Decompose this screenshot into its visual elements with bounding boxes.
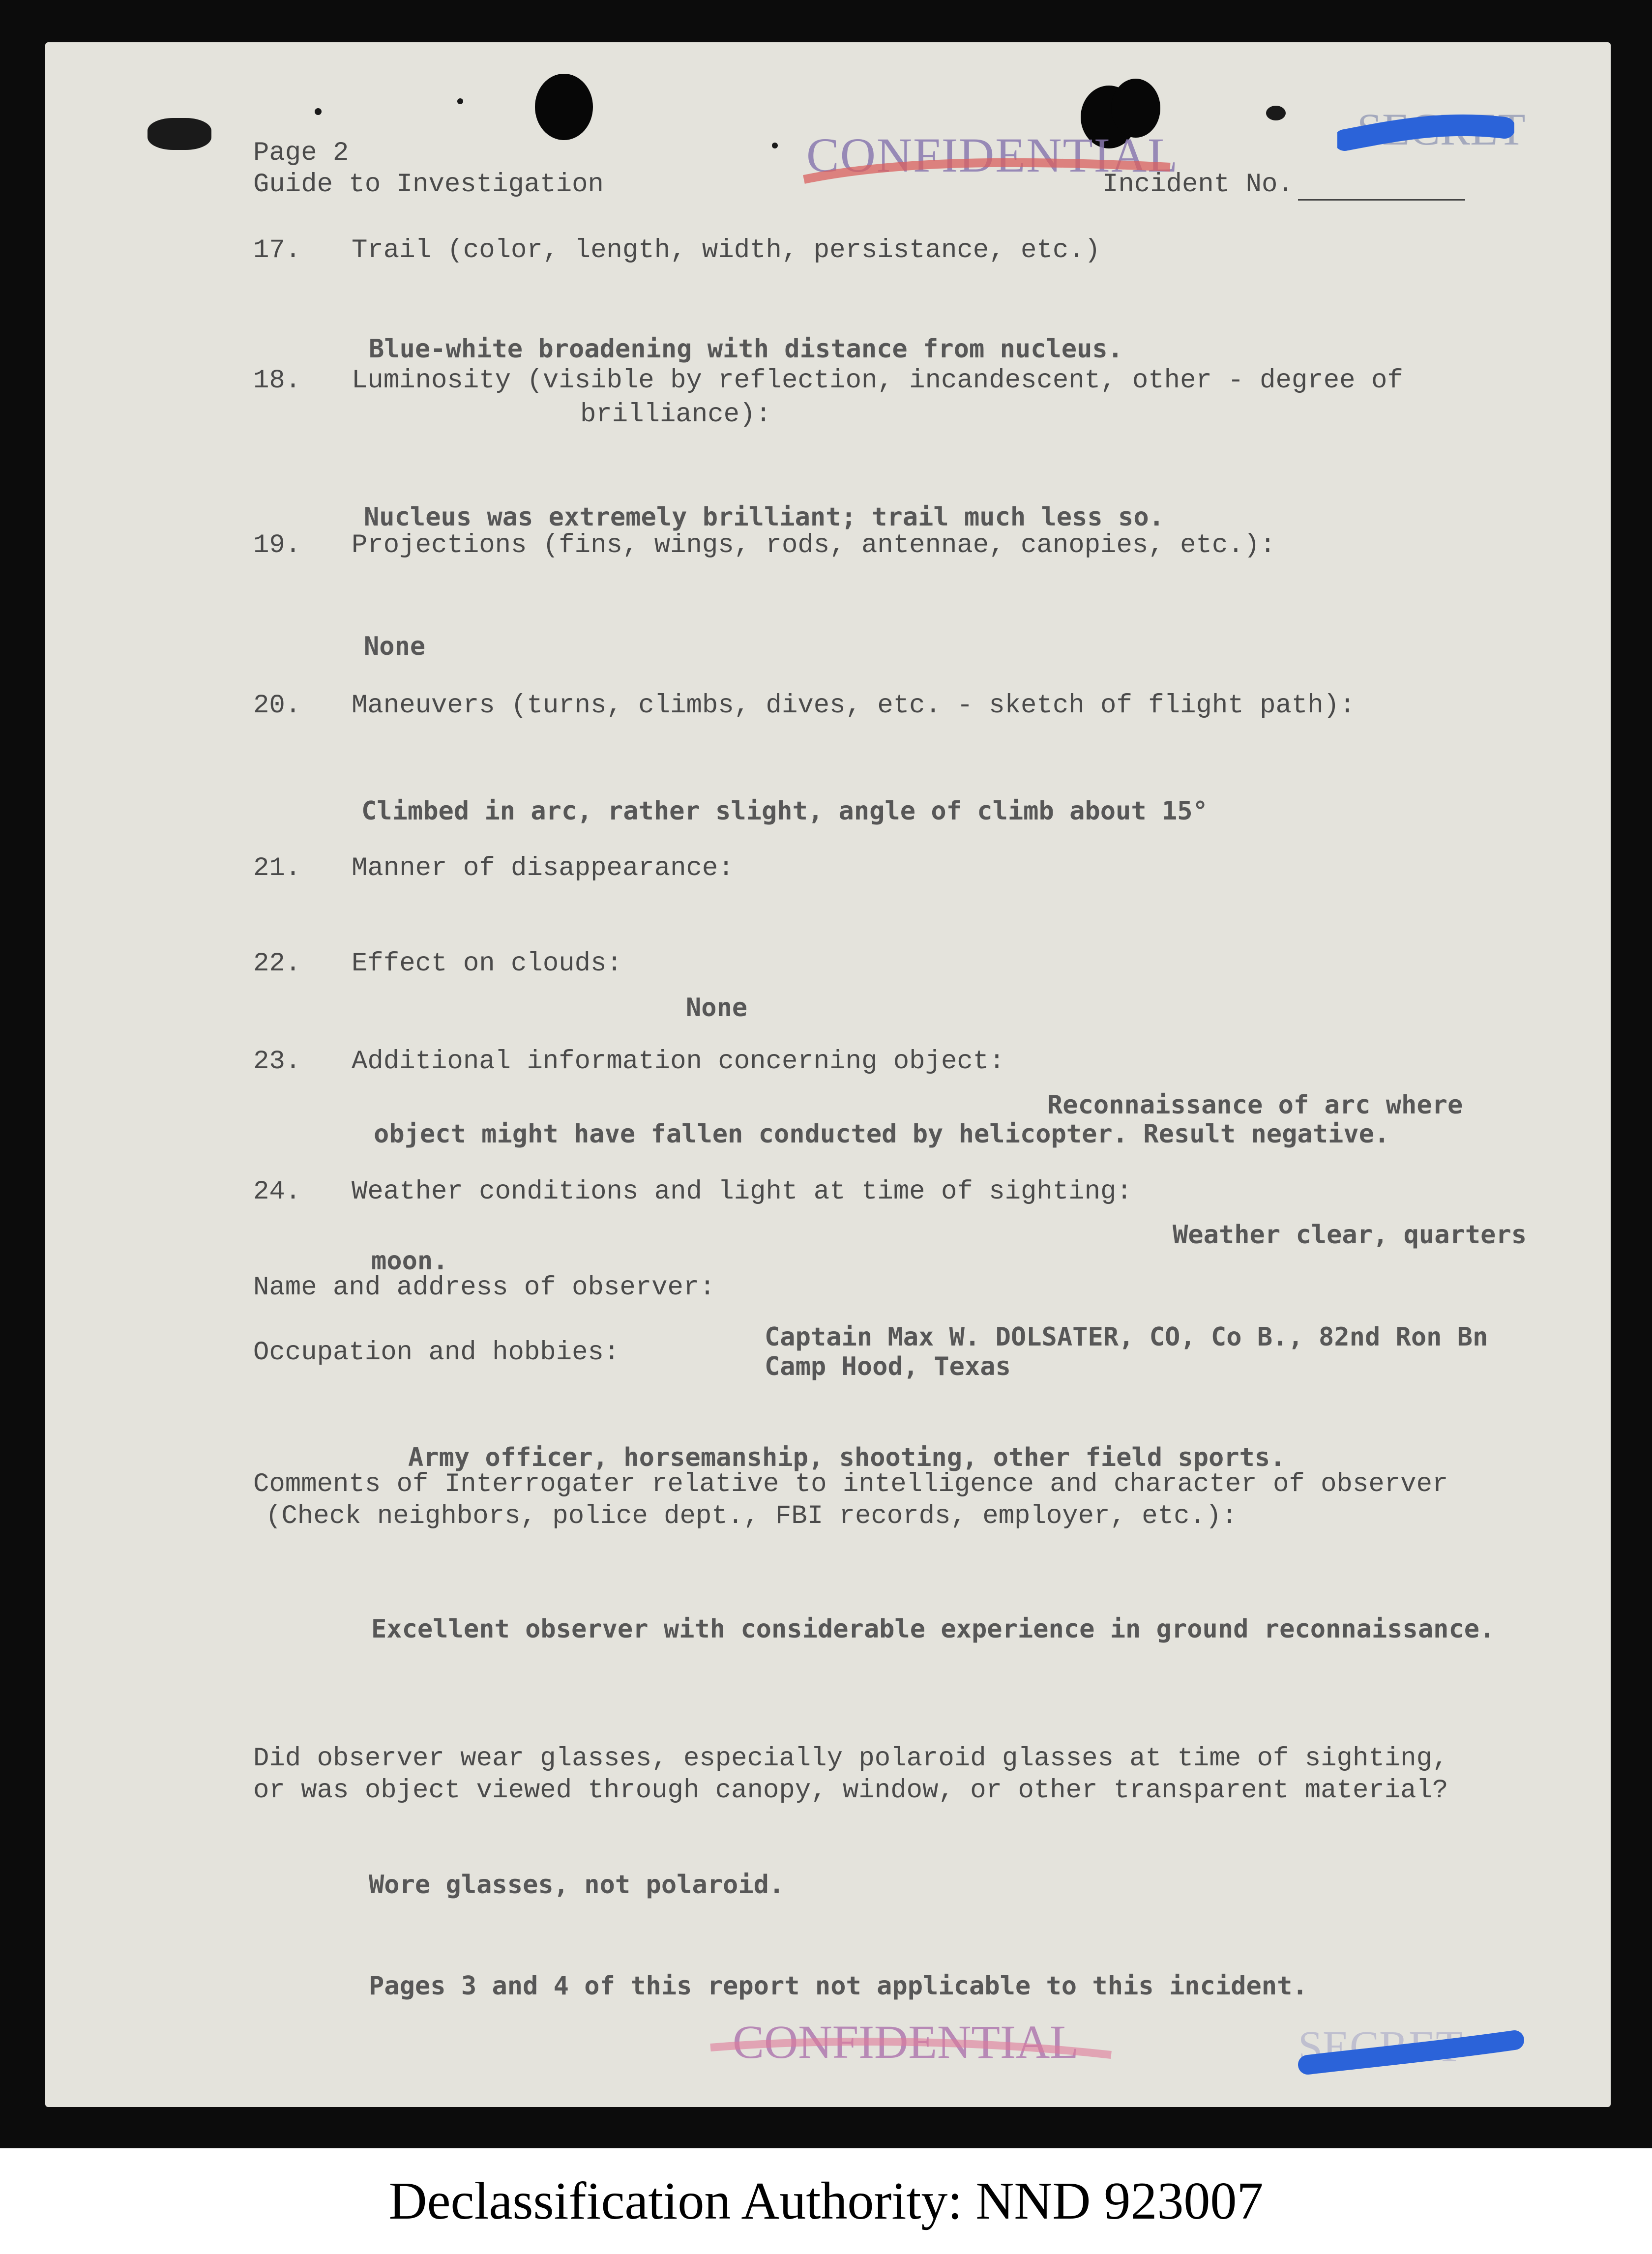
comments-label-line1: Comments of Interrogater relative to intelligence and character of observer bbox=[253, 1469, 1448, 1499]
closing-note: Pages 3 and 4 of this report not applicable to this incident. bbox=[369, 1971, 1308, 2001]
item-21-number: 21. bbox=[253, 853, 301, 883]
ink-speck bbox=[315, 108, 322, 115]
declassification-caption: Declassification Authority: NND 923007 bbox=[388, 2171, 1264, 2230]
item-23-question: Additional information concerning object: bbox=[352, 1047, 1005, 1077]
item-18-question: Luminosity (visible by reflection, incandescent, other - degree of bbox=[352, 366, 1403, 396]
item-19-number: 19. bbox=[253, 530, 301, 560]
blue-strike-top bbox=[1337, 111, 1514, 165]
ink-speck bbox=[772, 143, 778, 148]
item-22-answer: None bbox=[686, 993, 748, 1023]
punch-hole-left bbox=[535, 74, 593, 140]
item-23-number: 23. bbox=[253, 1047, 301, 1077]
blue-strike-bottom bbox=[1298, 2030, 1524, 2084]
item-20-question: Maneuvers (turns, climbs, dives, etc. - sketch of flight path): bbox=[352, 691, 1356, 721]
item-19-answer: None bbox=[364, 632, 426, 661]
item-18-number: 18. bbox=[253, 366, 301, 396]
item-24-answer-line2: moon. bbox=[371, 1246, 448, 1276]
ink-blot bbox=[148, 118, 211, 150]
glasses-question-line1: Did observer wear glasses, especially polaroid glasses at time of sighting, bbox=[253, 1744, 1448, 1774]
item-21-question: Manner of disappearance: bbox=[352, 853, 734, 883]
red-strike-top bbox=[801, 150, 1175, 194]
item-24-number: 24. bbox=[253, 1177, 301, 1207]
confidential-stamp-bottom: CONFIDENTIAL bbox=[733, 2016, 1079, 2068]
item-17-number: 17. bbox=[253, 235, 301, 265]
comments-label-line2: (Check neighbors, police dept., FBI records, employer, etc.): bbox=[266, 1501, 1238, 1531]
item-19-question: Projections (fins, wings, rods, antennae, canopies, etc.): bbox=[352, 530, 1276, 560]
item-23-answer-line2: object might have fallen conducted by helicopter. Result negative. bbox=[374, 1119, 1390, 1149]
ink-speck bbox=[1266, 106, 1286, 120]
item-18-question-cont: brilliance): bbox=[580, 400, 771, 430]
confidential-stamp-top: CONFIDENTIAL bbox=[806, 128, 1179, 182]
item-22-number: 22. bbox=[253, 949, 301, 979]
red-strike-bottom bbox=[708, 2025, 1116, 2070]
item-24-question: Weather conditions and light at time of sighting: bbox=[352, 1177, 1132, 1207]
observer-name-value-line2: Camp Hood, Texas bbox=[765, 1352, 1011, 1381]
observer-name-label: Name and address of observer: bbox=[253, 1273, 715, 1303]
item-17-answer: Blue-white broadening with distance from nucleus. bbox=[369, 334, 1123, 364]
page-number: Page 2 bbox=[253, 138, 349, 168]
item-18-answer: Nucleus was extremely brilliant; trail much less so. bbox=[364, 502, 1164, 532]
item-17-question: Trail (color, length, width, persistance, etc.) bbox=[352, 235, 1101, 265]
incident-number-label: Incident No. bbox=[1102, 170, 1294, 200]
comments-value: Excellent observer with considerable experience in ground reconnaissance. bbox=[371, 1614, 1495, 1644]
glasses-answer: Wore glasses, not polaroid. bbox=[369, 1870, 785, 1900]
occupation-label: Occupation and hobbies: bbox=[253, 1338, 620, 1368]
glasses-question-line2: or was object viewed through canopy, window, or other transparent material? bbox=[253, 1776, 1448, 1806]
item-20-answer: Climbed in arc, rather slight, angle of climb about 15° bbox=[361, 796, 1208, 826]
observer-name-value-line1: Captain Max W. DOLSATER, CO, Co B., 82nd Ron Bn bbox=[765, 1322, 1488, 1352]
item-20-number: 20. bbox=[253, 691, 301, 721]
item-23-answer-line1: Reconnaissance of arc where bbox=[1047, 1090, 1463, 1120]
secret-stamp-bottom: SECRET bbox=[1298, 2022, 1463, 2071]
guide-title: Guide to Investigation bbox=[253, 170, 604, 200]
secret-stamp-top: SECRET bbox=[1357, 104, 1526, 154]
incident-number-blank bbox=[1298, 199, 1465, 201]
ink-speck bbox=[457, 98, 463, 104]
item-24-answer-line1: Weather clear, quarters bbox=[1173, 1220, 1527, 1250]
item-22-question: Effect on clouds: bbox=[352, 949, 622, 979]
occupation-value: Army officer, horsemanship, shooting, other field sports. bbox=[408, 1443, 1286, 1472]
